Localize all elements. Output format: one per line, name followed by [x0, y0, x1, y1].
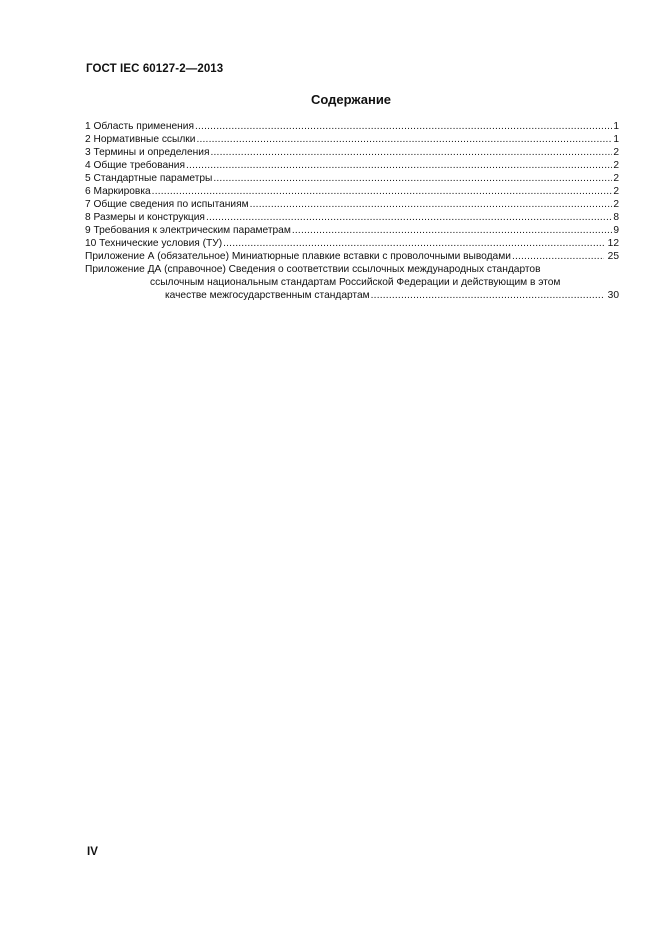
- toc-entry-label: 1 Область применения: [85, 121, 194, 132]
- toc-entry-page: 1: [613, 134, 619, 145]
- toc-entry-page: 12: [607, 238, 619, 249]
- toc-title: Содержание: [310, 92, 392, 107]
- toc-entry-label: 5 Стандартные параметры: [85, 173, 213, 184]
- toc-entry-2[interactable]: [85, 133, 619, 146]
- toc-entry-page: 2: [613, 199, 619, 210]
- toc-entry-label: 8 Размеры и конструкция: [85, 212, 205, 223]
- toc-leader-dots: [195, 120, 612, 133]
- toc-entry-annex-da-last-line: [85, 289, 619, 302]
- toc-leader-dots: [250, 198, 613, 211]
- toc-leader-dots: [371, 289, 604, 302]
- toc-entry-label: 9 Требования к электрическим параметрам: [85, 225, 291, 236]
- toc-entry-1[interactable]: [85, 120, 619, 133]
- toc-entry-5[interactable]: [85, 172, 619, 185]
- toc-leader-dots: [223, 237, 604, 250]
- toc-entry-10[interactable]: [85, 237, 619, 250]
- toc-entry-page: 25: [607, 251, 619, 262]
- toc-leader-dots: [210, 146, 612, 159]
- toc-leader-dots: [512, 250, 604, 263]
- toc-entry-page: 1: [613, 121, 619, 132]
- toc-entry-page: 9: [613, 225, 619, 236]
- toc-entry-label: 10 Технические условия (ТУ): [85, 238, 223, 249]
- toc-entry-label: 3 Термины и определения: [85, 147, 210, 158]
- toc-leader-dots: [213, 172, 612, 185]
- toc-entry-label: Приложение А (обязательное) Миниатюрные плавкие вставки с проволочными выводами: [85, 251, 511, 262]
- toc-entry-4[interactable]: [85, 159, 619, 172]
- toc-entry-3[interactable]: [85, 146, 619, 159]
- toc-entry-page: 30: [607, 290, 619, 301]
- toc-entry-label: 4 Общие требования: [85, 160, 186, 171]
- toc-entry-label-line-1: Приложение ДА (справочное) Сведения о соответствии ссылочных международных стандартов: [85, 264, 541, 275]
- toc-entry-page: 2: [613, 147, 619, 158]
- toc-entry-label-line-3: качестве межгосударственным стандартам: [165, 290, 370, 301]
- toc-entry-annex-da[interactable]: [85, 263, 619, 302]
- toc-leader-dots: [292, 224, 612, 237]
- standard-code: ГОСТ IEC 60127-2—2013: [86, 63, 224, 75]
- toc-leader-dots: [152, 185, 613, 198]
- toc-leader-dots: [196, 133, 612, 146]
- toc-entry-label-line-2: ссылочным национальным стандартам Российской Федерации и действующим в этом: [150, 277, 561, 288]
- toc-entry-annex-a[interactable]: [85, 250, 619, 263]
- toc-entry-9[interactable]: [85, 224, 619, 237]
- toc-entry-page: 2: [613, 186, 619, 197]
- page-number: IV: [87, 846, 98, 858]
- toc-entry-page: 8: [613, 212, 619, 223]
- toc-entry-label: 7 Общие сведения по испытаниям: [85, 199, 249, 210]
- toc-entry-page: 2: [613, 160, 619, 171]
- toc-entry-8[interactable]: [85, 211, 619, 224]
- table-of-contents: [85, 120, 619, 302]
- toc-leader-dots: [206, 211, 612, 224]
- toc-entry-6[interactable]: [85, 185, 619, 198]
- toc-entry-label: 6 Маркировка: [85, 186, 151, 197]
- toc-leader-dots: [186, 159, 612, 172]
- toc-entry-label: 2 Нормативные ссылки: [85, 134, 196, 145]
- toc-entry-7[interactable]: [85, 198, 619, 211]
- toc-entry-page: 2: [613, 173, 619, 184]
